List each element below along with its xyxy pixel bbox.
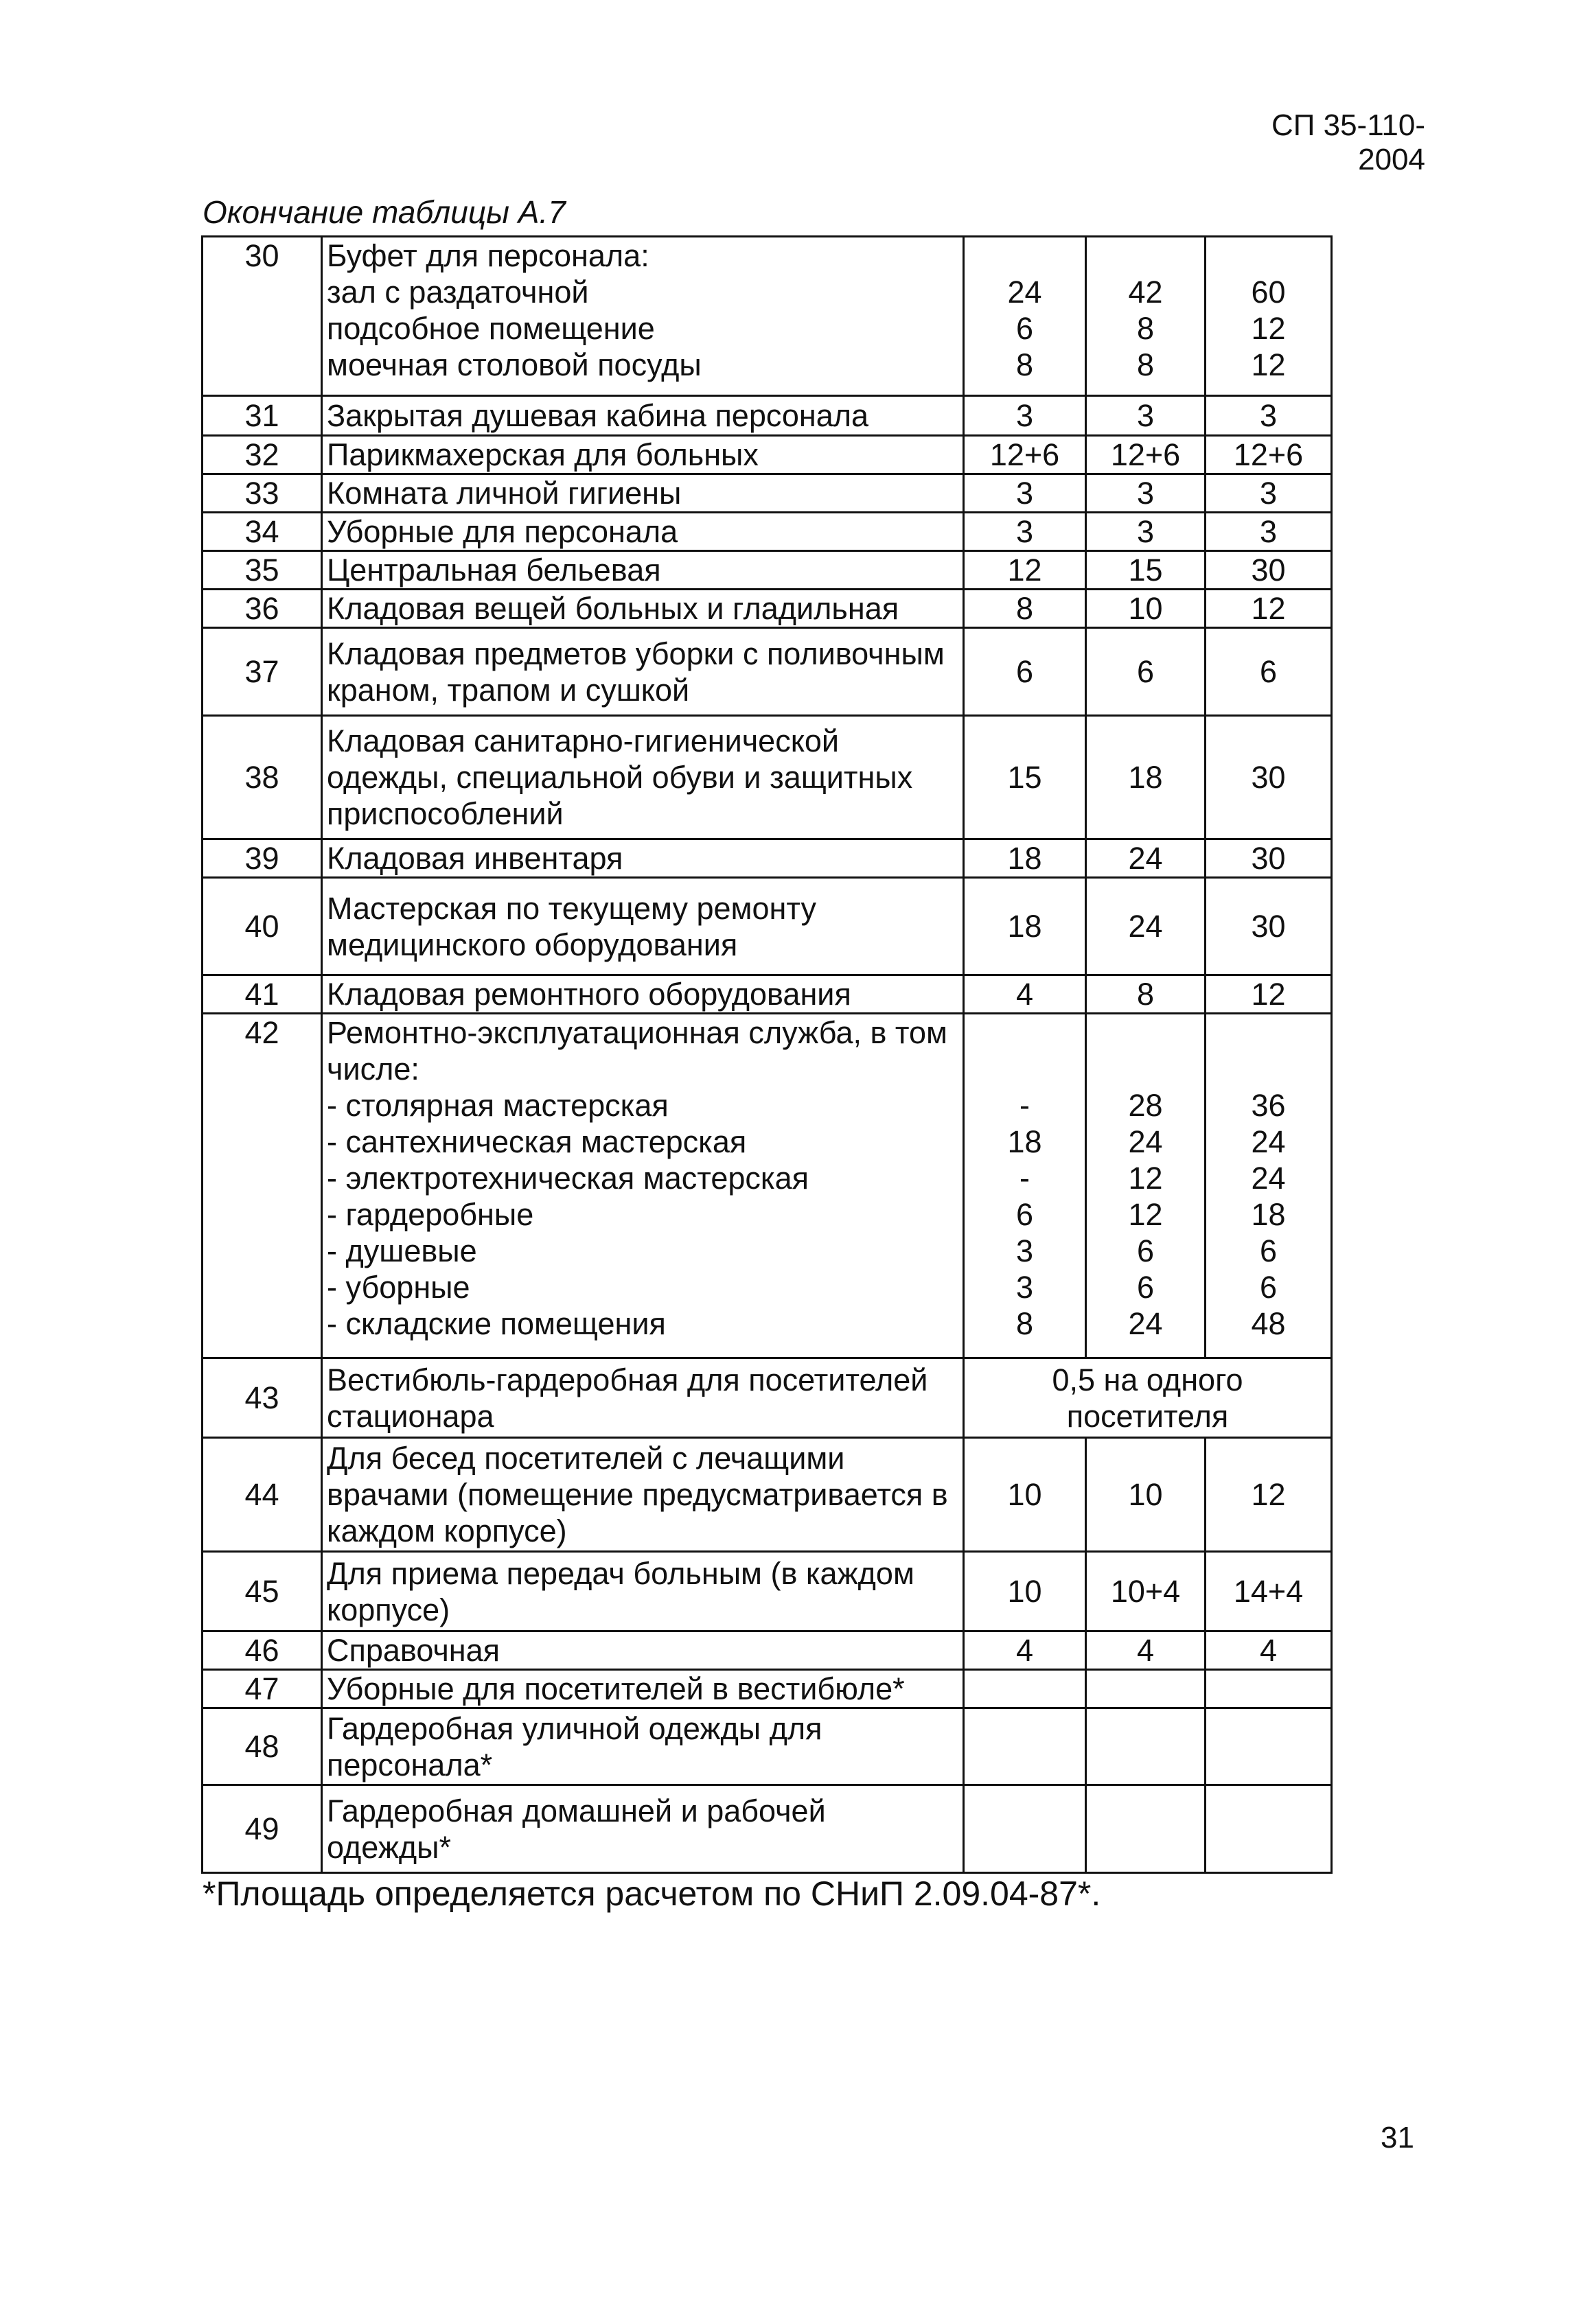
row-name: Парикмахерская для больных <box>322 436 964 474</box>
row-value-3: 30 <box>1206 551 1332 590</box>
row-number: 40 <box>203 878 322 975</box>
row-value-1: 3 <box>964 474 1086 513</box>
table-row <box>203 839 1332 878</box>
row-value-2: 15 <box>1086 551 1206 590</box>
row-value-2: 8 <box>1086 975 1206 1014</box>
row-value-2: 42 8 8 <box>1086 237 1206 396</box>
row-name: Буфет для персонала: зал с раздаточной подсобное помещение моечная столовой посуды <box>322 237 964 396</box>
row-value-3 <box>1206 1708 1332 1785</box>
table-row <box>203 1358 1332 1438</box>
row-value-3: 36 24 24 18 6 6 48 <box>1206 1014 1332 1358</box>
row-value-1: 18 <box>964 839 1086 878</box>
rooms-table <box>201 235 1333 1874</box>
row-value-3: 30 <box>1206 839 1332 878</box>
row-number: 41 <box>203 975 322 1014</box>
row-number: 31 <box>203 396 322 436</box>
row-number: 30 <box>203 237 322 396</box>
row-value-2: 24 <box>1086 878 1206 975</box>
row-number: 34 <box>203 513 322 551</box>
table-row <box>203 1631 1332 1670</box>
row-number: 33 <box>203 474 322 513</box>
row-value-2: 10 <box>1086 590 1206 628</box>
table-row <box>203 1438 1332 1552</box>
table-row <box>203 975 1332 1014</box>
table-row <box>203 513 1332 551</box>
row-value-3: 12 <box>1206 975 1332 1014</box>
table-row <box>203 1785 1332 1873</box>
table-row <box>203 551 1332 590</box>
row-value-1: 18 <box>964 878 1086 975</box>
row-value-3 <box>1206 1785 1332 1873</box>
row-name: Мастерская по текущему ремонту медицинского оборудования <box>322 878 964 975</box>
row-value-1 <box>964 1708 1086 1785</box>
row-value-2: 10 <box>1086 1438 1206 1552</box>
row-number: 42 <box>203 1014 322 1358</box>
row-name: Гардеробная домашней и рабочей одежды* <box>322 1785 964 1873</box>
row-value-3 <box>1206 1670 1332 1708</box>
row-value-1: 8 <box>964 590 1086 628</box>
row-name: Справочная <box>322 1631 964 1670</box>
row-value-1: 24 6 8 <box>964 237 1086 396</box>
row-value-3: 3 <box>1206 474 1332 513</box>
row-value-2: 28 24 12 12 6 6 24 <box>1086 1014 1206 1358</box>
row-name: Центральная бельевая <box>322 551 964 590</box>
row-value-1: 10 <box>964 1552 1086 1631</box>
table-caption: Окончание таблицы А.7 <box>203 194 566 230</box>
row-value-1: 4 <box>964 1631 1086 1670</box>
row-value-2: 3 <box>1086 396 1206 436</box>
row-value-2: 4 <box>1086 1631 1206 1670</box>
row-name: Кладовая вещей больных и гладильная <box>322 590 964 628</box>
row-number: 48 <box>203 1708 322 1785</box>
table-row <box>203 1708 1332 1785</box>
row-name: Закрытая душевая кабина персонала <box>322 396 964 436</box>
row-value-3: 12 <box>1206 1438 1332 1552</box>
row-number: 32 <box>203 436 322 474</box>
row-number: 43 <box>203 1358 322 1438</box>
row-number: 45 <box>203 1552 322 1631</box>
row-number: 37 <box>203 628 322 716</box>
table-row <box>203 396 1332 436</box>
row-name: Ремонтно-эксплуатационная служба, в том числе: - столярная мастерская - сантехническая мастерская - электротехническая мастерская - гардеробные - душевые - уборные - складские помещения <box>322 1014 964 1358</box>
table-row <box>203 716 1332 839</box>
row-value-2 <box>1086 1785 1206 1873</box>
row-number: 38 <box>203 716 322 839</box>
row-value-1: 12+6 <box>964 436 1086 474</box>
document-code: СП 35-110-2004 <box>1271 108 1425 176</box>
row-name: Кладовая предметов уборки с поливочным краном, трапом и сушкой <box>322 628 964 716</box>
row-value-1 <box>964 1670 1086 1708</box>
row-name: Кладовая санитарно-гигиенической одежды, специальной обуви и защитных приспособлений <box>322 716 964 839</box>
row-name: Уборные для посетителей в вестибюле* <box>322 1670 964 1708</box>
table-row <box>203 1670 1332 1708</box>
row-value-1: 3 <box>964 513 1086 551</box>
row-value-2: 6 <box>1086 628 1206 716</box>
row-value-3: 30 <box>1206 716 1332 839</box>
row-value-2: 24 <box>1086 839 1206 878</box>
row-name: Уборные для персонала <box>322 513 964 551</box>
row-value-3: 12 <box>1206 590 1332 628</box>
row-number: 44 <box>203 1438 322 1552</box>
row-value-1: 10 <box>964 1438 1086 1552</box>
row-name: Для бесед посетителей с лечащими врачами (помещение предусматривается в каждом корпусе) <box>322 1438 964 1552</box>
row-name: Гардеробная уличной одежды для персонала* <box>322 1708 964 1785</box>
row-name: Комната личной гигиены <box>322 474 964 513</box>
table-row <box>203 878 1332 975</box>
row-value-3: 4 <box>1206 1631 1332 1670</box>
footnote: *Площадь определяется расчетом по СНиП 2.09.04-87*. <box>203 1874 1101 1913</box>
row-value-2 <box>1086 1670 1206 1708</box>
row-value-2: 12+6 <box>1086 436 1206 474</box>
table-row <box>203 474 1332 513</box>
page-number: 31 <box>1381 2121 1414 2154</box>
row-value-1 <box>964 1785 1086 1873</box>
row-value-3: 3 <box>1206 513 1332 551</box>
row-number: 36 <box>203 590 322 628</box>
row-name: Кладовая инвентаря <box>322 839 964 878</box>
row-number: 49 <box>203 1785 322 1873</box>
row-name: Кладовая ремонтного оборудования <box>322 975 964 1014</box>
row-value-3: 3 <box>1206 396 1332 436</box>
row-value-1: 4 <box>964 975 1086 1014</box>
row-value-3: 6 <box>1206 628 1332 716</box>
row-number: 46 <box>203 1631 322 1670</box>
row-value-1: 15 <box>964 716 1086 839</box>
row-number: 47 <box>203 1670 322 1708</box>
row-value-2 <box>1086 1708 1206 1785</box>
row-value-2: 10+4 <box>1086 1552 1206 1631</box>
table-row <box>203 237 1332 396</box>
row-value-1: 12 <box>964 551 1086 590</box>
row-value-3: 60 12 12 <box>1206 237 1332 396</box>
table-row <box>203 1552 1332 1631</box>
row-number: 39 <box>203 839 322 878</box>
row-value-1: - 18 - 6 3 3 8 <box>964 1014 1086 1358</box>
table-row <box>203 628 1332 716</box>
row-value-2: 3 <box>1086 474 1206 513</box>
row-value-2: 3 <box>1086 513 1206 551</box>
row-merged-value: 0,5 на одного посетителя <box>964 1358 1332 1438</box>
row-name: Для приема передач больным (в каждом корпусе) <box>322 1552 964 1631</box>
row-value-1: 6 <box>964 628 1086 716</box>
row-value-1: 3 <box>964 396 1086 436</box>
row-value-3: 12+6 <box>1206 436 1332 474</box>
table-row <box>203 1014 1332 1358</box>
row-value-2: 18 <box>1086 716 1206 839</box>
table-row <box>203 590 1332 628</box>
row-name: Вестибюль-гардеробная для посетителей стационара <box>322 1358 964 1438</box>
row-value-3: 14+4 <box>1206 1552 1332 1631</box>
row-value-3: 30 <box>1206 878 1332 975</box>
row-number: 35 <box>203 551 322 590</box>
table-row <box>203 436 1332 474</box>
